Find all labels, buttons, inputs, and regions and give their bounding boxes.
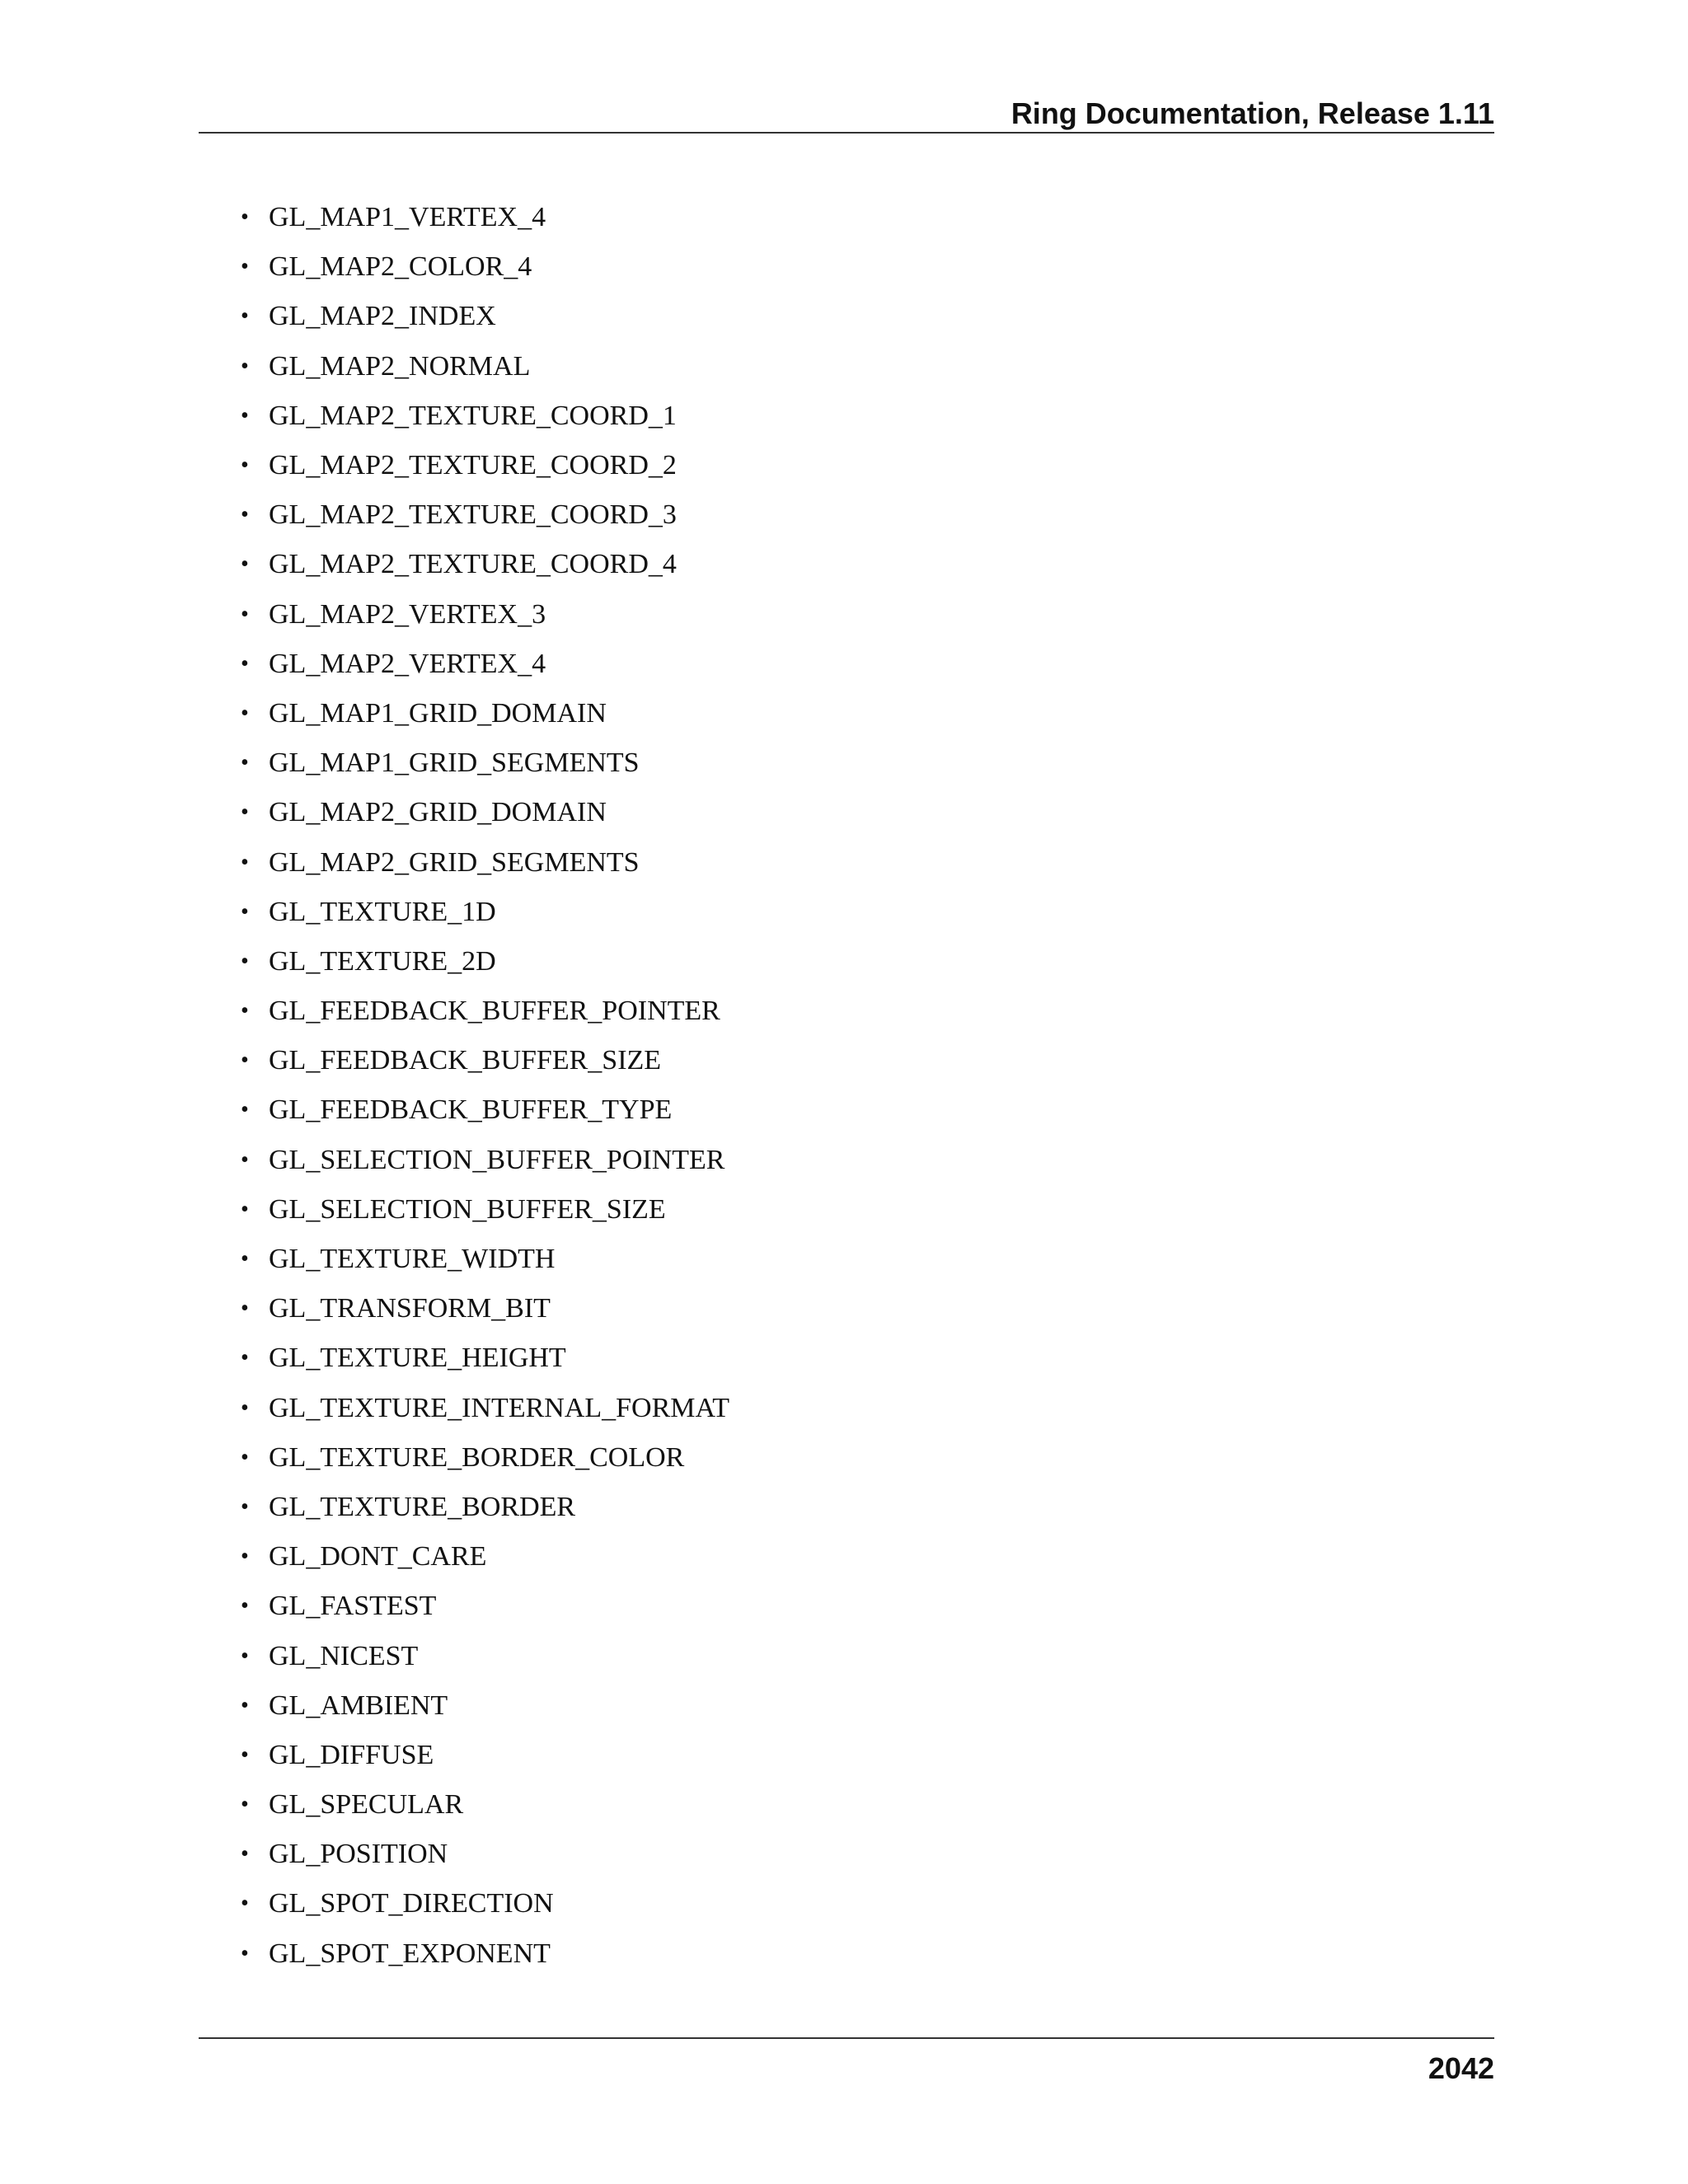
- list-item-label: GL_SELECTION_BUFFER_SIZE: [269, 1193, 666, 1225]
- list-item: [241, 490, 729, 540]
- list-item-label: GL_FASTEST: [269, 1591, 437, 1622]
- bullet-icon: •: [241, 551, 249, 578]
- bullet-icon: •: [241, 700, 249, 726]
- list-item: [241, 837, 729, 887]
- list-item: [241, 1284, 729, 1333]
- bullet-icon: •: [241, 452, 249, 479]
- bullet-icon: •: [241, 1493, 249, 1520]
- list-item-label: GL_MAP1_GRID_SEGMENTS: [269, 748, 640, 779]
- bullet-icon: •: [241, 1544, 249, 1570]
- bullet-icon: •: [241, 1444, 249, 1470]
- bullet-icon: •: [241, 1741, 249, 1768]
- list-item: [241, 1235, 729, 1284]
- list-item: [241, 738, 729, 788]
- list-item: [241, 1582, 729, 1631]
- bullet-icon: •: [241, 998, 249, 1024]
- list-item-label: GL_DIFFUSE: [269, 1739, 434, 1770]
- list-item-label: GL_MAP2_TEXTURE_COORD_1: [269, 400, 677, 431]
- list-item-label: GL_TEXTURE_2D: [269, 945, 496, 977]
- list-item-label: GL_TEXTURE_BORDER_COLOR: [269, 1441, 685, 1473]
- list-item: [241, 1136, 729, 1185]
- list-item: [241, 1631, 729, 1680]
- list-item: [241, 987, 729, 1036]
- list-item-label: GL_DONT_CARE: [269, 1541, 487, 1572]
- list-item-label: GL_NICEST: [269, 1640, 419, 1671]
- list-item: [241, 540, 729, 589]
- list-item: [241, 1681, 729, 1731]
- list-item: [241, 1780, 729, 1830]
- list-item-label: GL_TEXTURE_HEIGHT: [269, 1343, 566, 1374]
- list-item: [241, 342, 729, 391]
- list-item-label: GL_TEXTURE_1D: [269, 896, 496, 927]
- page-header: [199, 89, 1494, 134]
- bullet-icon: •: [241, 650, 249, 677]
- bullet-icon: •: [241, 1792, 249, 1818]
- list-item: [241, 1085, 729, 1135]
- bullet-icon: •: [241, 1246, 249, 1272]
- list-item: [241, 1384, 729, 1433]
- bullet-icon: •: [241, 849, 249, 875]
- bullet-icon: •: [241, 1146, 249, 1173]
- list-item: [241, 1333, 729, 1383]
- list-item-label: GL_TEXTURE_BORDER: [269, 1491, 576, 1522]
- page-footer: [199, 2037, 1494, 2088]
- list-item-label: GL_SELECTION_BUFFER_POINTER: [269, 1144, 725, 1175]
- list-item: [241, 1830, 729, 1879]
- list-item: [241, 193, 729, 242]
- bullet-icon: •: [241, 601, 249, 627]
- bullet-icon: •: [241, 1692, 249, 1718]
- list-item: [241, 689, 729, 738]
- list-item-label: GL_MAP2_COLOR_4: [269, 251, 532, 283]
- list-item: [241, 1532, 729, 1582]
- list-item-label: GL_TEXTURE_WIDTH: [269, 1244, 556, 1275]
- list-item: [241, 1879, 729, 1929]
- list-item-label: GL_AMBIENT: [269, 1690, 448, 1721]
- list-item: [241, 1185, 729, 1235]
- list-item-label: GL_MAP2_TEXTURE_COORD_3: [269, 499, 677, 531]
- list-item: [241, 441, 729, 490]
- list-item: [241, 1483, 729, 1532]
- list-item-label: GL_MAP2_VERTEX_4: [269, 648, 546, 679]
- page-number: 2042: [1428, 2051, 1494, 2085]
- list-item: [241, 788, 729, 837]
- list-item-label: GL_SPOT_DIRECTION: [269, 1888, 554, 1919]
- bullet-icon: •: [241, 353, 249, 379]
- bullet-icon: •: [241, 1940, 249, 1966]
- list-item-label: GL_TEXTURE_INTERNAL_FORMAT: [269, 1392, 730, 1423]
- list-item-label: GL_FEEDBACK_BUFFER_TYPE: [269, 1094, 673, 1126]
- list-item: [241, 1433, 729, 1483]
- list-item-label: GL_FEEDBACK_BUFFER_SIZE: [269, 1045, 662, 1076]
- list-item: [241, 242, 729, 292]
- list-item-label: GL_TRANSFORM_BIT: [269, 1293, 551, 1324]
- bullet-icon: •: [241, 1891, 249, 1917]
- bullet-icon: •: [241, 1643, 249, 1669]
- list-item-label: GL_FEEDBACK_BUFFER_POINTER: [269, 996, 720, 1027]
- bullet-icon: •: [241, 204, 249, 231]
- bullet-icon: •: [241, 799, 249, 826]
- bullet-icon: •: [241, 502, 249, 528]
- bullet-icon: •: [241, 1841, 249, 1868]
- bullet-icon: •: [241, 402, 249, 429]
- bullet-icon: •: [241, 898, 249, 925]
- bullet-icon: •: [241, 1296, 249, 1322]
- list-item-label: GL_MAP2_TEXTURE_COORD_2: [269, 450, 677, 481]
- list-item-label: GL_POSITION: [269, 1839, 448, 1870]
- bullet-icon: •: [241, 254, 249, 280]
- list-item: [241, 1731, 729, 1780]
- list-item-label: GL_MAP2_INDEX: [269, 301, 496, 332]
- list-item-label: GL_SPOT_EXPONENT: [269, 1938, 551, 1969]
- bullet-icon: •: [241, 1394, 249, 1421]
- constant-list: [241, 193, 729, 1979]
- list-item-label: GL_MAP2_VERTEX_3: [269, 598, 546, 630]
- list-item: [241, 1929, 729, 1979]
- bullet-icon: •: [241, 1345, 249, 1371]
- list-item-label: GL_SPECULAR: [269, 1789, 464, 1821]
- bullet-icon: •: [241, 303, 249, 330]
- header-title: Ring Documentation, Release 1.11: [1010, 96, 1494, 130]
- list-item: [241, 590, 729, 640]
- list-item-label: GL_MAP1_GRID_DOMAIN: [269, 697, 607, 729]
- list-item-label: GL_MAP2_GRID_DOMAIN: [269, 797, 607, 828]
- bullet-icon: •: [241, 1097, 249, 1123]
- list-item: [241, 888, 729, 937]
- list-item-label: GL_MAP1_VERTEX_4: [269, 202, 546, 233]
- bullet-icon: •: [241, 948, 249, 974]
- list-item: [241, 640, 729, 689]
- list-item-label: GL_MAP2_NORMAL: [269, 350, 531, 382]
- list-item-label: GL_MAP2_GRID_SEGMENTS: [269, 846, 640, 878]
- bullet-icon: •: [241, 1593, 249, 1619]
- bullet-icon: •: [241, 750, 249, 776]
- list-item: [241, 292, 729, 341]
- list-item-label: GL_MAP2_TEXTURE_COORD_4: [269, 549, 677, 580]
- bullet-icon: •: [241, 1196, 249, 1222]
- list-item: [241, 1036, 729, 1085]
- bullet-icon: •: [241, 1047, 249, 1074]
- list-item: [241, 391, 729, 441]
- list-item: [241, 937, 729, 987]
